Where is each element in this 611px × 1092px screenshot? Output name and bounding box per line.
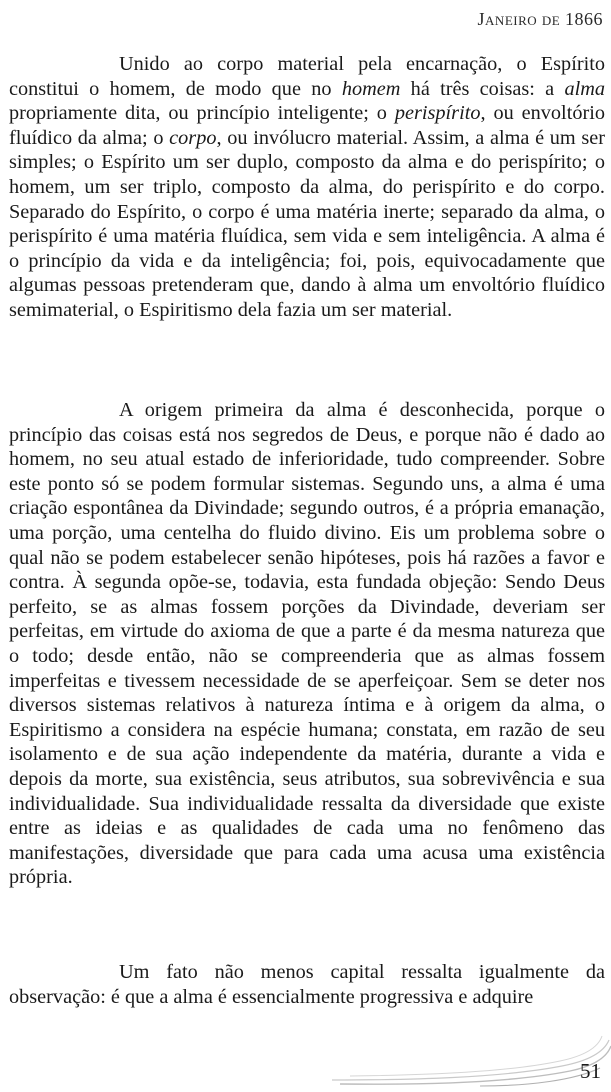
paragraph-3 [9,960,605,1009]
text-run: propriamente dita, ou princípio inteligente; o [9,102,395,125]
text-run: Um fato não menos capital ressalta igualmente da observação: é que a alma é essencialmente progressiva e adquire [9,961,605,1008]
italic-term: alma [564,77,606,100]
italic-term: homem [341,77,401,100]
text-run: há três coisas: a [400,77,565,100]
paragraph-2 [9,398,605,890]
paragraph-1 [9,52,605,323]
text-run: , ou envoltório fluídico da alma; o [9,102,605,149]
italic-term: corpo [169,126,217,149]
header-month-rest: ANEIRO [485,13,538,28]
header-de: DE [541,13,561,28]
footer-swoosh-ornament [330,1028,611,1088]
text-run: Unido ao corpo material pela encarnação, o Espírito constitui o homem, de modo que no [9,53,605,100]
text-run: , ou invólucro material. Assim, a alma é um ser simples; o Espírito um ser duplo, composto da alma e do perispírito; o homem, um ser triplo, composto da alma, do perispírito e do corpo. Separado do Espírito, o corpo é uma matéria inerte; separado da alma, o perispírito é uma matéria fluídica, sem vida e sem inteligência. A alma é o princípio da vida e da inteligência; foi, pois, equivocadamente que algumas pessoas pretenderam que, dando à alma um envoltório fluídico semimaterial, o Espiritismo dela fazia um ser material. [9,126,605,321]
header-year: 1866 [565,9,603,29]
italic-term: perispírito [394,102,481,125]
running-header [478,9,603,30]
header-month-initial: J [477,9,486,29]
text-run: A origem primeira da alma é desconhecida, porque o princípio das coisas está nos segredos de Deus, e porque não é dado ao homem, no seu atual estado de inferioridade, tudo compreender. Sobre este ponto só se podem formular sistemas. Segundo uns, a alma é uma criação espontânea da Divindade; segundo outros, é a própria emanação, uma porção, uma centelha do fluido divino. Eis um problema sobre o qual não se podem estabelecer senão hipóteses, pois há razões a favor e contra. À segunda opõe-se, todavia, esta fundada objeção: Sendo Deus perfeito, se as almas fossem porções da Divindade, deveriam ser perfeitas, em virtude do axioma de que a parte é da mesma natureza que o todo; desde então, não se compreenderia que as almas fossem imperfeitas e tivessem necessidade de se aperfeiçoar. Sem se deter nos diversos sistemas relativos à natureza íntima e à origem da alma, o Espiritismo a considera na espécie humana; constata, em razão de seu isolamento e de sua ação independente da matéria, durante a vida e depois da morte, sua existência, seus atributos, sua sobrevivência e sua individualidade. Sua individualidade ressalta da diversidade que existe entre as ideias e as qualidades de cada uma no fenômeno das manifestações, diversidade que para cada uma acusa uma existência própria. [9,399,605,889]
page-number: 51 [580,1059,601,1083]
